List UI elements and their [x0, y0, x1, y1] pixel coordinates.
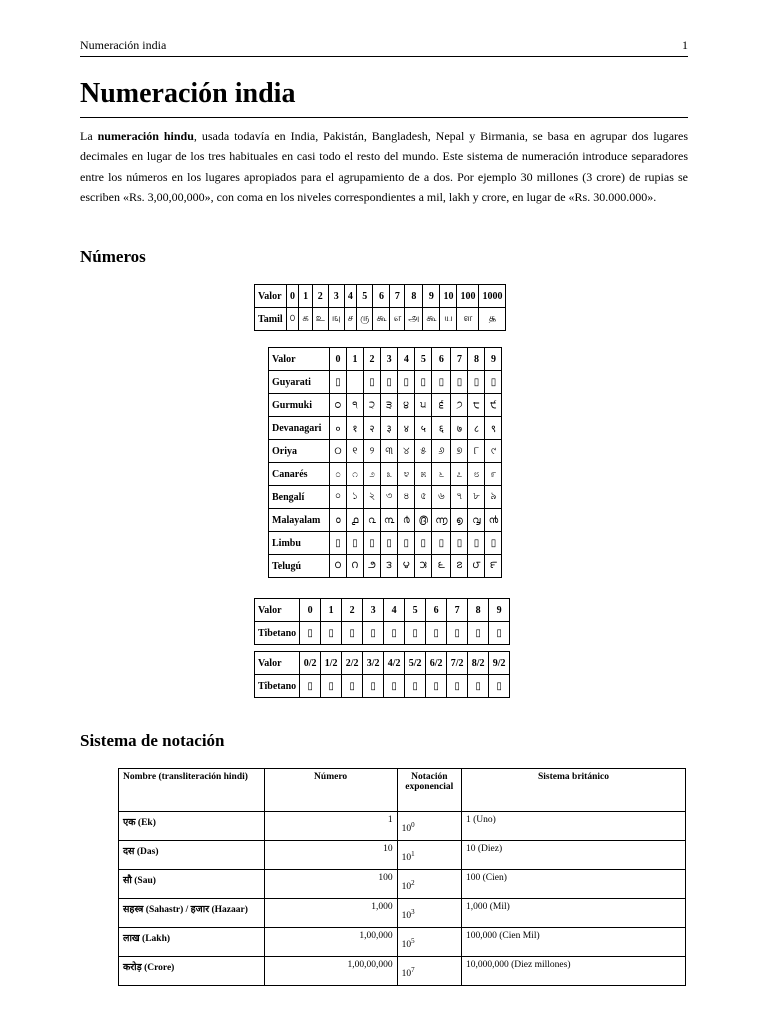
numeral-glyph: ൧ — [347, 509, 364, 532]
header-cell: 3 — [328, 285, 344, 308]
separator-cell — [255, 645, 510, 652]
header-cell: 4 — [344, 285, 357, 308]
numeral-glyph: ৯ — [485, 486, 502, 509]
numeral-glyph: ੦ — [330, 394, 347, 417]
numeral-glyph: ୬ — [432, 440, 451, 463]
table-row — [119, 812, 686, 841]
numeral-glyph: ੪ — [398, 394, 415, 417]
header-cell: 1/2 — [321, 652, 342, 675]
intro-rest: , usada todavía en India, Pakistán, Bangladesh, Nepal y Birmania, se basa en agrupar dos lugares decimales en lugar de los tres habituales en casi todo el resto del mundo. Este sistema de numeración introduce separadores entre los números en los lugares apropiados para el agrupamiento de a dos. Por ejemplo 30 millones (3 crore) de rupias se escriben «Rs. 3,00,00,000», con coma en los niveles correspondientes a mil, lakh y crore, en lugar de «Rs. 30.000.000». — [80, 129, 689, 205]
exponent-base: 10 — [401, 853, 412, 864]
numeral-glyph: ੬ — [432, 394, 451, 417]
header-cell: 9 — [489, 599, 510, 622]
header-cell: 8 — [468, 599, 489, 622]
script-numerals-table — [268, 347, 502, 578]
unit-name: सौ (Sau) — [119, 870, 265, 899]
numeral-glyph: ೭ — [451, 463, 468, 486]
numeral-glyph: ൯ — [485, 509, 502, 532]
numeral-glyph: ৭ — [451, 486, 468, 509]
header-cell: 2 — [342, 599, 363, 622]
numeral-glyph: ୫ — [415, 440, 432, 463]
header-cell: Valor — [255, 285, 287, 308]
numeral-glyph: ▯ — [384, 675, 405, 698]
header-cell: 8 — [405, 285, 423, 308]
numeral-glyph: ▯ — [415, 532, 432, 555]
unit-number: 1 — [264, 812, 397, 841]
numeral-glyph: ੫ — [415, 394, 432, 417]
numeral-glyph: ५ — [415, 417, 432, 440]
table-row — [255, 622, 510, 645]
numeral-glyph: ▯ — [364, 371, 381, 394]
header-cell: 5/2 — [405, 652, 426, 675]
numeral-glyph: அ — [405, 308, 423, 331]
table-header-row — [255, 285, 506, 308]
numeral-glyph: ० — [330, 417, 347, 440]
numeral-glyph: எ — [390, 308, 405, 331]
table-row — [119, 899, 686, 928]
header-cell: 7 — [447, 599, 468, 622]
header-cell: 6/2 — [426, 652, 447, 675]
page-number: 1 — [682, 38, 688, 52]
numeral-glyph: உ — [312, 308, 328, 331]
header-cell: Notación exponencial — [397, 769, 461, 812]
exponent-wrap — [402, 879, 415, 892]
header-cell: 6 — [432, 348, 451, 371]
table-row — [119, 928, 686, 957]
numeral-glyph: ୧ — [347, 440, 364, 463]
numeral-glyph: ੧ — [347, 394, 364, 417]
table-row — [269, 486, 502, 509]
header-cell: 3 — [363, 599, 384, 622]
header-cell: 4/2 — [384, 652, 405, 675]
numeral-glyph: ▯ — [468, 532, 485, 555]
numeral-glyph: ౨ — [364, 555, 381, 578]
table-row — [119, 870, 686, 899]
numeral-glyph: ▯ — [432, 532, 451, 555]
row-label: Canarés — [269, 463, 330, 486]
numeral-glyph: ▯ — [405, 622, 426, 645]
header-cell: 7 — [390, 285, 405, 308]
numeral-glyph: ▯ — [381, 371, 398, 394]
header-cell: 9 — [423, 285, 440, 308]
numeral-glyph: ▯ — [363, 622, 384, 645]
exponent-power: 0 — [411, 821, 415, 829]
numeral-glyph: ▯ — [447, 675, 468, 698]
intro-prefix: La — [80, 129, 98, 143]
exponent-power: 7 — [411, 966, 415, 974]
numeral-glyph: ரு — [357, 308, 373, 331]
table-row — [269, 509, 502, 532]
exponent-power: 5 — [411, 937, 415, 945]
row-label: Limbu — [269, 532, 330, 555]
exponent-wrap — [402, 850, 415, 863]
unit-number: 10 — [264, 841, 397, 870]
exponential-notation — [397, 899, 461, 928]
numeral-glyph: ౧ — [347, 555, 364, 578]
header-cell: Valor — [269, 348, 330, 371]
header-cell: 1 — [299, 285, 312, 308]
numeral-glyph: ९ — [485, 417, 502, 440]
numeral-glyph: ▯ — [398, 532, 415, 555]
table-row — [255, 308, 506, 331]
numeral-glyph: ▯ — [489, 675, 510, 698]
header-cell: 7 — [451, 348, 468, 371]
header-cell: 0 — [300, 599, 321, 622]
exponential-notation — [397, 928, 461, 957]
running-header — [80, 38, 688, 56]
header-cell: 4 — [384, 599, 405, 622]
header-cell: Nombre (transliteración hindi) — [119, 769, 265, 812]
header-cell: 6 — [373, 285, 390, 308]
tamil-numerals-table — [254, 284, 506, 331]
numeral-glyph: ▯ — [381, 532, 398, 555]
numeral-glyph: ೮ — [468, 463, 485, 486]
british-system: 100 (Cien) — [462, 870, 686, 899]
numeral-glyph: ୩ — [381, 440, 398, 463]
numeral-glyph: ▯ — [468, 622, 489, 645]
numeral-glyph: ൮ — [468, 509, 485, 532]
exponent-wrap — [402, 966, 415, 979]
header-cell: 2 — [364, 348, 381, 371]
table-header-row — [255, 599, 510, 622]
row-label: Tibetano — [255, 675, 300, 698]
numeral-glyph: ൫ — [415, 509, 432, 532]
header-cell: 1000 — [479, 285, 506, 308]
unit-number: 100 — [264, 870, 397, 899]
header-cell: Valor — [255, 599, 300, 622]
table-header-row — [255, 652, 510, 675]
numeral-glyph: ▯ — [451, 532, 468, 555]
numeral-glyph — [347, 371, 364, 394]
table-row — [119, 841, 686, 870]
numeral-glyph: ੯ — [485, 394, 502, 417]
header-cell: Valor — [255, 652, 300, 675]
numeral-glyph: ೪ — [398, 463, 415, 486]
header-cell: 10 — [440, 285, 457, 308]
header-cell: 0 — [330, 348, 347, 371]
header-cell: 0 — [286, 285, 299, 308]
numeral-glyph: ൩ — [381, 509, 398, 532]
numeral-glyph: ▯ — [347, 532, 364, 555]
numeral-glyph: ൨ — [364, 509, 381, 532]
numeral-glyph: ४ — [398, 417, 415, 440]
row-label: Devanagari — [269, 417, 330, 440]
numeral-glyph: ▯ — [447, 622, 468, 645]
numeral-glyph: ౯ — [485, 555, 502, 578]
unit-name: लाख (Lakh) — [119, 928, 265, 957]
header-cell: 100 — [457, 285, 479, 308]
header-cell: 3 — [381, 348, 398, 371]
numeral-glyph: ২ — [364, 486, 381, 509]
header-cell: 0/2 — [300, 652, 321, 675]
numeral-glyph: ௲ — [479, 308, 506, 331]
intro-bold-term: numeración hindu — [97, 129, 194, 143]
numeral-glyph: ৫ — [415, 486, 432, 509]
numeral-glyph: ய — [440, 308, 457, 331]
numeral-glyph: ▯ — [468, 675, 489, 698]
section-heading-notacion: Sistema de notación — [80, 731, 225, 750]
row-label: Tibetano — [255, 622, 300, 645]
unit-number: 1,00,00,000 — [264, 957, 397, 986]
numeral-glyph: ୦ — [330, 440, 347, 463]
header-cell: 9/2 — [489, 652, 510, 675]
unit-name: एक (Ek) — [119, 812, 265, 841]
numeral-glyph: ೫ — [415, 463, 432, 486]
row-label: Telugú — [269, 555, 330, 578]
british-system: 10 (Diez) — [462, 841, 686, 870]
numeral-glyph: ୪ — [398, 440, 415, 463]
numeral-glyph: ೩ — [381, 463, 398, 486]
numeral-glyph: ▯ — [384, 622, 405, 645]
row-label: Gurmuki — [269, 394, 330, 417]
header-cell: 2/2 — [342, 652, 363, 675]
numeral-glyph: ୯ — [485, 440, 502, 463]
unit-name: सहस्त्र (Sahastr) / हजार (Hazaar) — [119, 899, 265, 928]
numeral-glyph: ੩ — [381, 394, 398, 417]
numeral-glyph: ౮ — [468, 555, 485, 578]
numeral-glyph: ൭ — [451, 509, 468, 532]
header-cell: 8/2 — [468, 652, 489, 675]
exponent-base: 10 — [401, 911, 412, 922]
numeral-glyph: ೯ — [485, 463, 502, 486]
table-row — [269, 417, 502, 440]
table-row — [269, 440, 502, 463]
numeral-glyph: ▯ — [363, 675, 384, 698]
exponential-notation — [397, 812, 461, 841]
numeral-glyph: ൦ — [330, 509, 347, 532]
numeral-glyph: ▯ — [451, 371, 468, 394]
header-cell: 6 — [426, 599, 447, 622]
numeral-glyph: ౪ — [398, 555, 415, 578]
numeral-glyph: ੮ — [468, 394, 485, 417]
header-cell: Número — [264, 769, 397, 812]
numeral-glyph: ୮ — [468, 440, 485, 463]
numeral-glyph: ३ — [381, 417, 398, 440]
table-row — [269, 532, 502, 555]
british-system: 100,000 (Cien Mil) — [462, 928, 686, 957]
numeral-glyph: ▯ — [468, 371, 485, 394]
article-title: Numeración india — [80, 72, 688, 118]
numeral-glyph: ७ — [451, 417, 468, 440]
row-label: Malayalam — [269, 509, 330, 532]
numeral-glyph: ச — [344, 308, 357, 331]
running-header-title: Numeración india — [80, 38, 167, 52]
numeral-glyph: கூ — [373, 308, 390, 331]
header-cell: 9 — [485, 348, 502, 371]
exponent-base: 10 — [401, 940, 412, 951]
tibetan-numerals-table — [254, 598, 510, 698]
numeral-glyph: ౫ — [415, 555, 432, 578]
numeral-glyph: ள — [457, 308, 479, 331]
unit-name: दस (Das) — [119, 841, 265, 870]
numeral-glyph: ६ — [432, 417, 451, 440]
numeral-glyph: ೨ — [364, 463, 381, 486]
numeral-glyph: ౭ — [451, 555, 468, 578]
numeral-glyph: ০ — [330, 486, 347, 509]
numeral-glyph: ▯ — [415, 371, 432, 394]
header-cell: Sistema británico — [462, 769, 686, 812]
exponent-power: 2 — [411, 879, 415, 887]
numeral-glyph: ೬ — [432, 463, 451, 486]
numeral-glyph: ▯ — [342, 675, 363, 698]
exponent-base: 10 — [401, 882, 412, 893]
numeral-glyph: ೦ — [330, 463, 347, 486]
numeral-glyph: ▯ — [489, 622, 510, 645]
numeral-glyph: க — [299, 308, 312, 331]
numeral-glyph: ▯ — [485, 532, 502, 555]
header-cell: 1 — [321, 599, 342, 622]
header-divider — [80, 56, 688, 57]
intro-paragraph — [80, 126, 688, 208]
numeral-glyph: ௦ — [286, 308, 299, 331]
row-label: Guyarati — [269, 371, 330, 394]
numeral-glyph: ౩ — [381, 555, 398, 578]
table-row — [269, 555, 502, 578]
exponent-power: 1 — [411, 850, 415, 858]
header-cell: 2 — [312, 285, 328, 308]
notation-system-table — [118, 768, 686, 986]
numeral-glyph: ౬ — [432, 555, 451, 578]
numeral-glyph: २ — [364, 417, 381, 440]
numeral-glyph: ஙு — [328, 308, 344, 331]
british-system: 10,000,000 (Diez millones) — [462, 957, 686, 986]
section-heading-numeros: Números — [80, 247, 146, 266]
table-row — [119, 957, 686, 986]
numeral-glyph: ৮ — [468, 486, 485, 509]
exponential-notation — [397, 870, 461, 899]
exponent-power: 3 — [411, 908, 415, 916]
exponent-wrap — [402, 908, 415, 921]
table-row — [269, 463, 502, 486]
numeral-glyph: ੨ — [364, 394, 381, 417]
numeral-glyph: ▯ — [330, 371, 347, 394]
unit-number: 1,00,000 — [264, 928, 397, 957]
row-label: Tamil — [255, 308, 287, 331]
numeral-glyph: ▯ — [405, 675, 426, 698]
numeral-glyph: கூ — [423, 308, 440, 331]
table-row — [269, 371, 502, 394]
numeral-glyph: ▯ — [432, 371, 451, 394]
numeral-glyph: ▯ — [321, 622, 342, 645]
numeral-glyph: ৬ — [432, 486, 451, 509]
exponent-wrap — [402, 937, 415, 950]
unit-name: करोड़ (Crore) — [119, 957, 265, 986]
numeral-glyph: ౦ — [330, 555, 347, 578]
numeral-glyph: ১ — [347, 486, 364, 509]
numeral-glyph: ▯ — [364, 532, 381, 555]
table-header-row — [119, 769, 686, 812]
row-label: Oriya — [269, 440, 330, 463]
numeral-glyph: ൬ — [432, 509, 451, 532]
numeral-glyph: ▯ — [300, 622, 321, 645]
numeral-glyph: ▯ — [342, 622, 363, 645]
table-header-row — [269, 348, 502, 371]
table-row — [269, 394, 502, 417]
numeral-glyph: ୨ — [364, 440, 381, 463]
header-cell: 5 — [405, 599, 426, 622]
numeral-glyph: ৪ — [398, 486, 415, 509]
unit-number: 1,000 — [264, 899, 397, 928]
numeral-glyph: ८ — [468, 417, 485, 440]
numeral-glyph: ൪ — [398, 509, 415, 532]
numeral-glyph: ▯ — [398, 371, 415, 394]
table-separator — [255, 645, 510, 652]
exponent-base: 10 — [401, 969, 412, 980]
row-label: Bengalí — [269, 486, 330, 509]
numeral-glyph: ৩ — [381, 486, 398, 509]
numeral-glyph: ▯ — [426, 675, 447, 698]
numeral-glyph: ▯ — [485, 371, 502, 394]
numeral-glyph: ▯ — [321, 675, 342, 698]
numeral-glyph: ೧ — [347, 463, 364, 486]
exponential-notation — [397, 957, 461, 986]
numeral-glyph: ▯ — [300, 675, 321, 698]
british-system: 1,000 (Mil) — [462, 899, 686, 928]
table-row — [255, 675, 510, 698]
british-system: 1 (Uno) — [462, 812, 686, 841]
header-cell: 3/2 — [363, 652, 384, 675]
numeral-glyph: ▯ — [330, 532, 347, 555]
numeral-glyph: १ — [347, 417, 364, 440]
exponential-notation — [397, 841, 461, 870]
header-cell: 8 — [468, 348, 485, 371]
exponent-wrap — [402, 821, 415, 834]
numeral-glyph: ੭ — [451, 394, 468, 417]
header-cell: 1 — [347, 348, 364, 371]
header-cell: 4 — [398, 348, 415, 371]
header-cell: 7/2 — [447, 652, 468, 675]
exponent-base: 10 — [401, 824, 412, 835]
header-cell: 5 — [415, 348, 432, 371]
header-cell: 5 — [357, 285, 373, 308]
numeral-glyph: ୭ — [451, 440, 468, 463]
numeral-glyph: ▯ — [426, 622, 447, 645]
